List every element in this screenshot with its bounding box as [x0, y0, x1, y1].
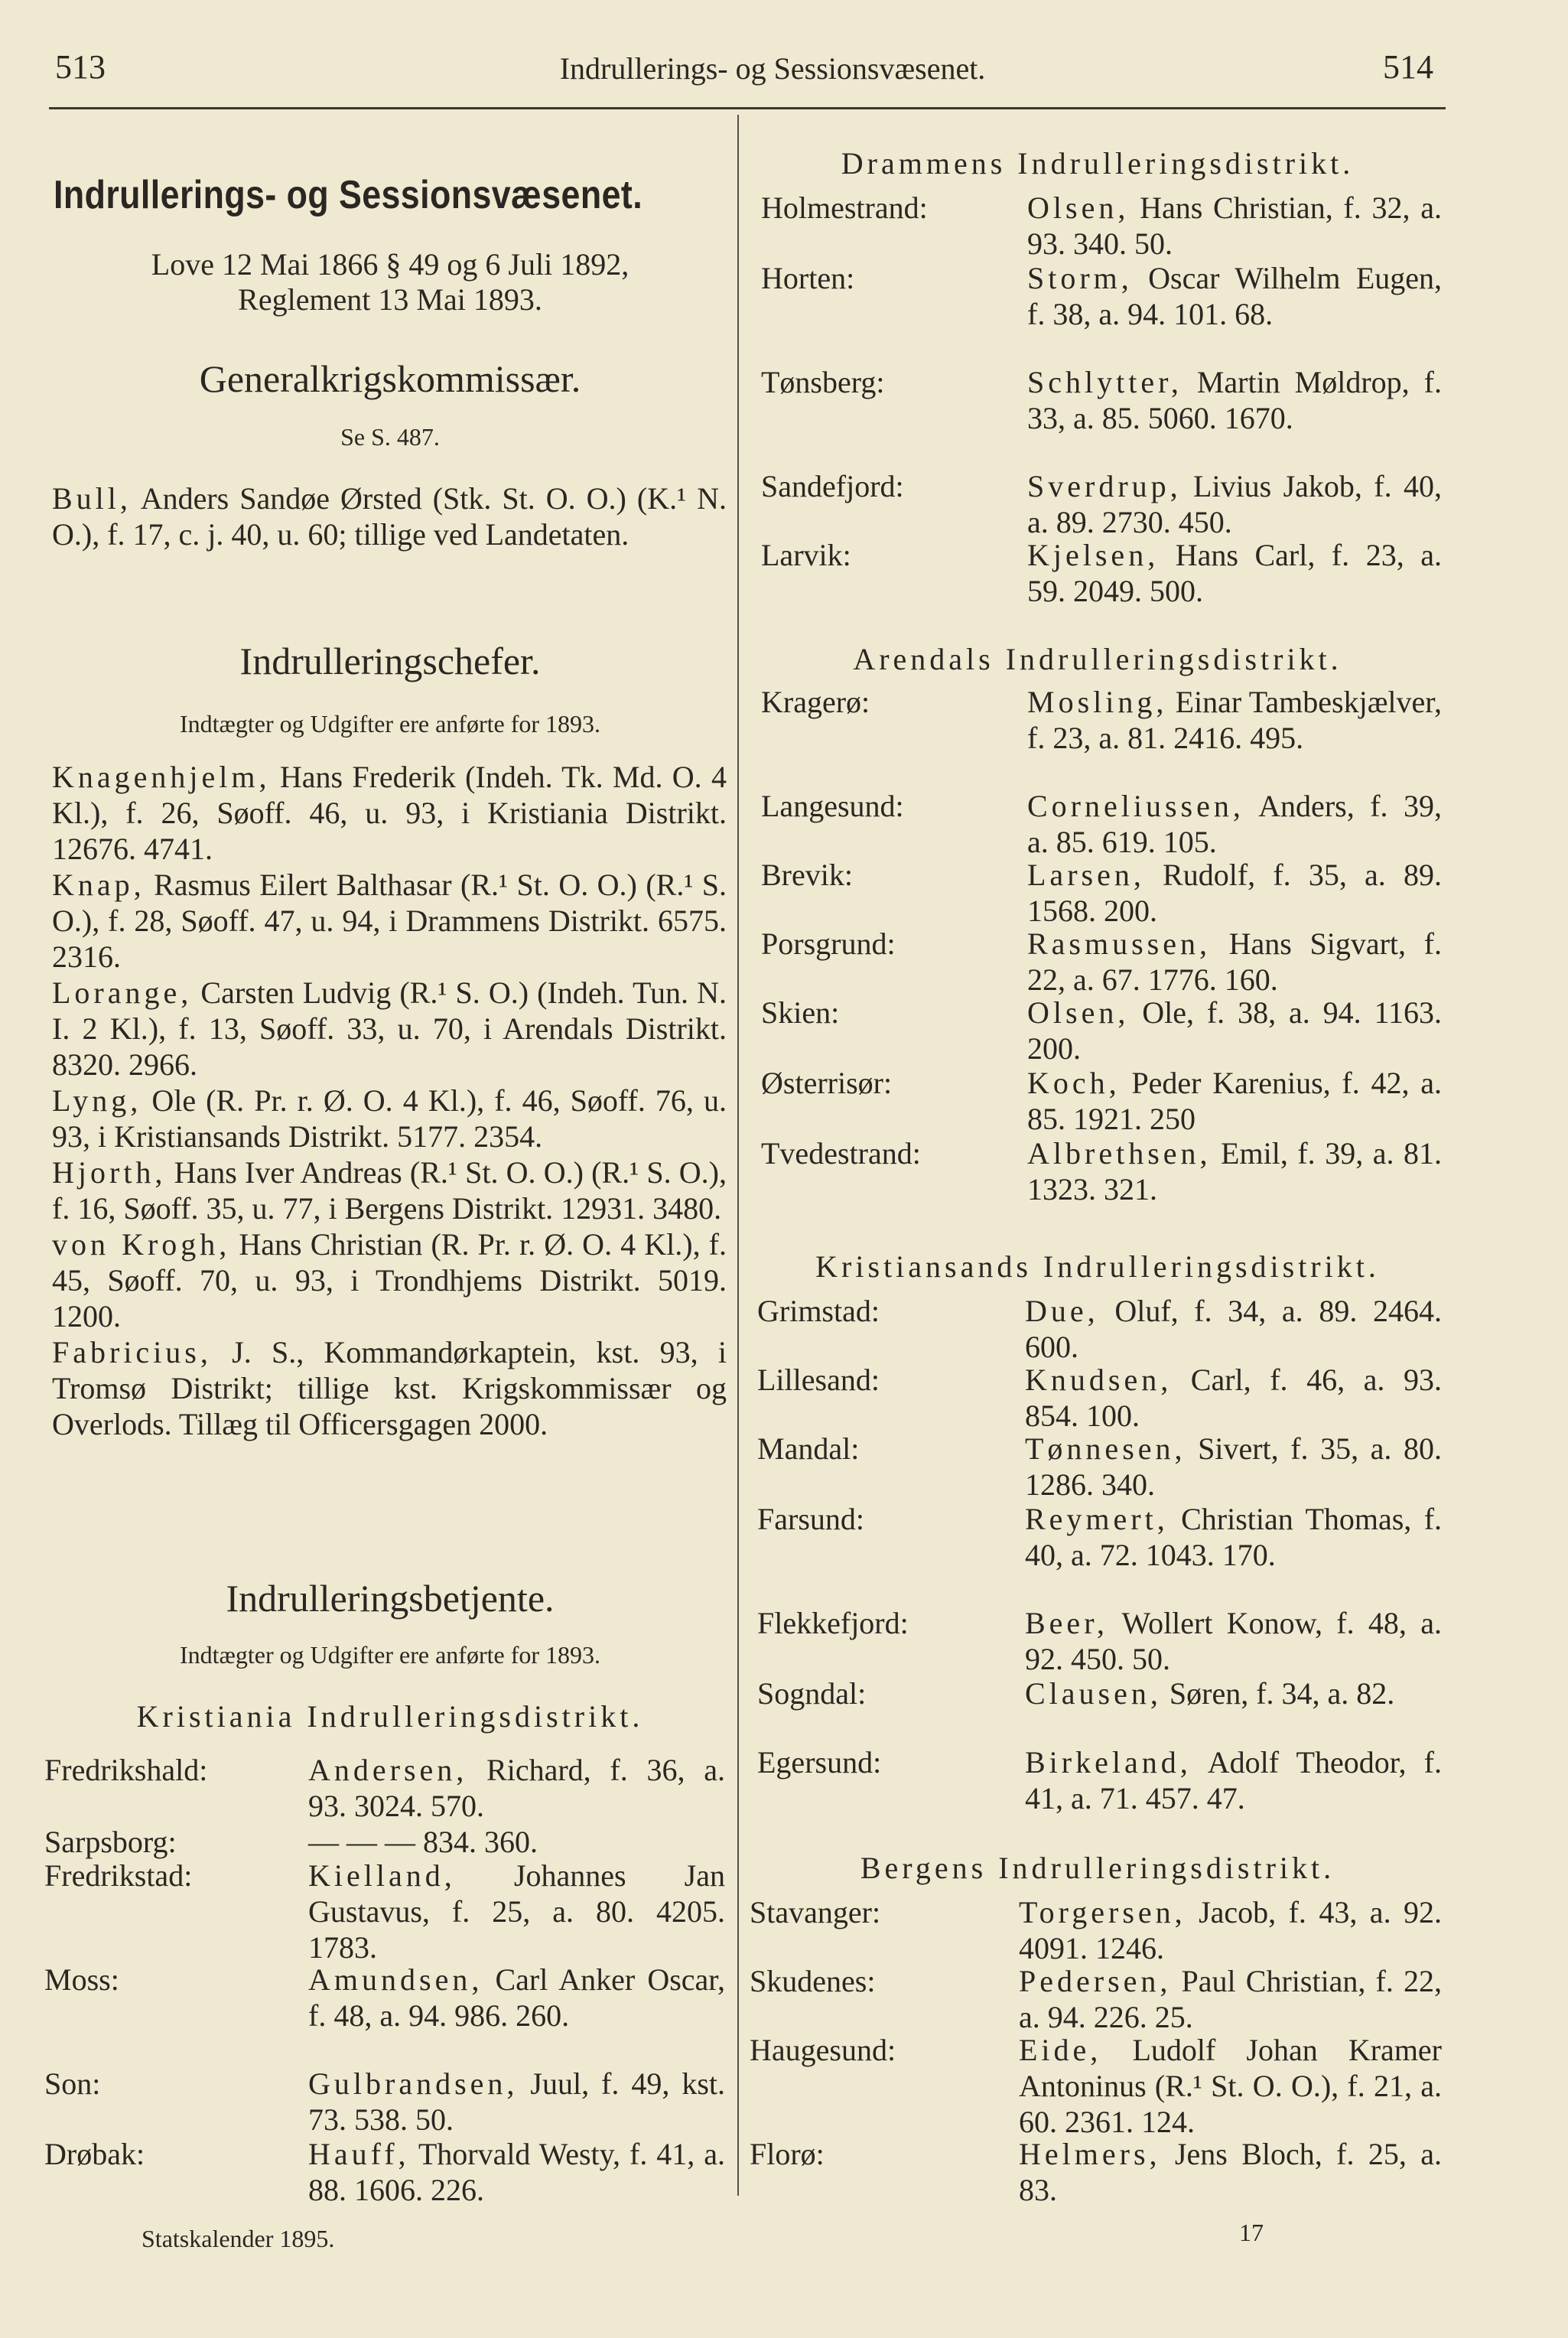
- place-name: Grimstad:: [757, 1294, 880, 1328]
- page-number-left: 513: [55, 48, 106, 86]
- entry-name: Knap,: [52, 868, 145, 902]
- place-name: Mandal:: [757, 1431, 860, 1466]
- entry-text: Hans Frederik (Indeh. Tk. Md. O. 4 Kl.), f. 26, Søoff. 46, u. 93, i Kristiania Distrikt. 12676. 4741.: [52, 760, 727, 866]
- place-name: Tvedestrand:: [761, 1136, 921, 1171]
- entry-text: Beer, Wollert Konow, f. 48, a. 92. 450. 50.: [1025, 1606, 1443, 1676]
- entry-text: Tønnesen, Sivert, f. 35, a. 80. 1286. 340.: [1025, 1431, 1443, 1502]
- place-name: Fredrikshald:: [44, 1753, 208, 1787]
- entry-text: Kielland, Johannes Jan Gustavus, f. 25, a. 80. 4205. 1783.: [308, 1858, 725, 1965]
- page-number-right: 514: [1383, 48, 1433, 86]
- entry-text: — — — 834. 360.: [308, 1825, 538, 1859]
- entry-text: Amundsen, Carl Anker Oscar, f. 48, a. 94. 986. 260.: [308, 1962, 725, 2033]
- entry-text: Gulbrandsen, Juul, f. 49, kst. 73. 538. 50.: [308, 2066, 725, 2137]
- entry-text: Torgersen, Jacob, f. 43, a. 92. 4091. 1246.: [1019, 1895, 1443, 1965]
- district-heading-drammens: Drammens Indrulleringsdistrikt.: [841, 146, 1355, 181]
- place-name: Haugesund:: [750, 2033, 896, 2067]
- entry-text: Corneliussen, Anders, f. 39, a. 85. 619. 105.: [1027, 789, 1442, 859]
- entry-text: Birkeland, Adolf Theodor, f. 41, a. 71. 457. 47.: [1025, 1745, 1443, 1815]
- place-name: Sogndal:: [757, 1676, 867, 1711]
- entry-text: Schlytter, Martin Møldrop, f. 33, a. 85. 5060. 1670.: [1027, 365, 1442, 435]
- entry-text: Carsten Ludvig (R.¹ S. O.) (Indeh. Tun. N. I. 2 Kl.), f. 13, Søoff. 33, u. 70, i Arendals Distrikt. 8320. 2966.: [52, 975, 727, 1082]
- place-name: Langesund:: [761, 789, 904, 823]
- main-title: Indrullerings- og Sessionsvæsenet.: [54, 173, 643, 217]
- entry-text: Rasmus Eilert Balthasar (R.¹ St. O. O.) (R.¹ S. O.), f. 28, Søoff. 47, u. 94, i Drammens Distrikt. 6575. 2316.: [52, 868, 727, 974]
- entry-name: Knagenhjelm,: [52, 760, 271, 794]
- place-name: Skien:: [761, 995, 840, 1030]
- entry-text: Anders Sandøe Ørsted (Stk. St. O. O.) (K.¹ N. O.), f. 17, c. j. 40, u. 60; tillige ved Landetaten.: [52, 481, 727, 552]
- place-name: Drøbak:: [44, 2137, 145, 2171]
- entry-name: Lyng,: [52, 1083, 142, 1118]
- chef-list: [52, 759, 727, 1442]
- entry-name: von Krogh,: [52, 1227, 231, 1262]
- place-name: Østerrisør:: [761, 1066, 893, 1100]
- law-line-1: Love 12 Mai 1866 § 49 og 6 Juli 1892,: [151, 247, 629, 282]
- entry-text: Hauff, Thorvald Westy, f. 41, a. 88. 1606. 226.: [308, 2137, 726, 2207]
- section-title-indrulleringsbetjente: Indrulleringsbetjente.: [226, 1577, 555, 1620]
- entry-text: Albrethsen, Emil, f. 39, a. 81. 1323. 321.: [1027, 1136, 1442, 1206]
- section-title-generalkrigskommissaer: Generalkrigskommissær.: [199, 357, 581, 400]
- place-name: Brevik:: [761, 858, 853, 892]
- place-name: Porsgrund:: [761, 926, 896, 961]
- place-name: Flekkefjord:: [757, 1606, 909, 1640]
- entry-text: Mosling, Einar Tambeskjælver, f. 23, a. 81. 2416. 495.: [1027, 685, 1442, 755]
- entry-text: Clausen, Søren, f. 34, a. 82.: [1025, 1676, 1395, 1711]
- entry-bull: [52, 480, 727, 552]
- entry-text: Rasmussen, Hans Sigvart, f. 22, a. 67. 1776. 160.: [1027, 926, 1442, 997]
- entry-text: Knudsen, Carl, f. 46, a. 93. 854. 100.: [1025, 1363, 1443, 1433]
- place-name: Sandefjord:: [761, 469, 904, 503]
- entry-name: Fabricius,: [52, 1335, 212, 1369]
- entry-text: Hans Iver Andreas (R.¹ St. O. O.) (R.¹ S. O.), f. 16, Søoff. 35, u. 77, i Bergens Distrikt. 12931. 3480.: [52, 1155, 727, 1226]
- list-item: [52, 867, 727, 975]
- entry-text: Hans Christian (R. Pr. r. Ø. O. 4 Kl.), f. 45, Søoff. 70, u. 93, i Trondhjems Distrikt. 5019. 1200.: [52, 1227, 727, 1333]
- footer-signature-number: 17: [1239, 2219, 1264, 2246]
- district-heading-arendals: Arendals Indrulleringsdistrikt.: [853, 642, 1342, 676]
- footer-statskalender: Statskalender 1895.: [142, 2225, 335, 2252]
- place-name: Holmestrand:: [761, 190, 928, 225]
- place-name: Florø:: [750, 2137, 825, 2171]
- entry-text: J. S., Kommandørkaptein, kst. 93, i Tromsø Distrikt; tillige kst. Krigskommissær og Overlods. Tillæg til Officersgagen 2000.: [52, 1335, 727, 1441]
- place-name: Fredrikstad:: [44, 1858, 193, 1893]
- see-reference: Se S. 487.: [340, 423, 440, 451]
- entry-text: Helmers, Jens Bloch, f. 25, a. 83.: [1019, 2137, 1443, 2207]
- place-name: Skudenes:: [750, 1964, 876, 1998]
- entry-text: Reymert, Christian Thomas, f. 40, a. 72. 1043. 170.: [1025, 1502, 1443, 1572]
- list-item: [52, 975, 727, 1083]
- place-name: Horten:: [761, 261, 855, 295]
- place-name: Stavanger:: [750, 1895, 881, 1929]
- section-title-indrulleringschefer: Indrulleringschefer.: [239, 640, 541, 682]
- entry-text: Olsen, Hans Christian, f. 32, a. 93. 340. 50.: [1027, 190, 1442, 261]
- section-note: Indtægter og Udgifter ere anførte for 1893.: [179, 710, 601, 738]
- entry-name: Hjorth,: [52, 1155, 167, 1190]
- entry-text: Storm, Oscar Wilhelm Eugen, f. 38, a. 94. 101. 68.: [1027, 261, 1443, 331]
- entry-text: Ole (R. Pr. r. Ø. O. 4 Kl.), f. 46, Søoff. 76, u. 93, i Kristiansands Distrikt. 5177. 2354.: [52, 1083, 727, 1154]
- entry-text: Sverdrup, Livius Jakob, f. 40, a. 89. 2730. 450.: [1027, 469, 1442, 539]
- entry-text: Koch, Peder Karenius, f. 42, a. 85. 1921. 250: [1027, 1066, 1442, 1136]
- entry-text: Eide, Ludolf Johan Kramer Antoninus (R.¹ St. O. O.), f. 21, a. 60. 2361. 124.: [1019, 2033, 1443, 2139]
- district-heading-kristiania: Kristiania Indrulleringsdistrikt.: [136, 1699, 644, 1734]
- list-item: [52, 1334, 727, 1442]
- entry-name: Bull,: [52, 481, 132, 516]
- entry-text: Pedersen, Paul Christian, f. 22, a. 94. 226. 25.: [1019, 1964, 1442, 2034]
- entry-text: Kjelsen, Hans Carl, f. 23, a. 59. 2049. 500.: [1027, 538, 1442, 608]
- place-name: Lillesand:: [757, 1363, 880, 1397]
- district-heading-kristiansands: Kristiansands Indrulleringsdistrikt.: [815, 1249, 1380, 1284]
- running-title: Indrullerings- og Sessionsvæsenet.: [559, 51, 986, 86]
- law-line-2: Reglement 13 Mai 1893.: [238, 282, 542, 317]
- place-name: Larvik:: [761, 538, 851, 572]
- section-note: Indtægter og Udgifter ere anførte for 1893.: [179, 1641, 601, 1669]
- header-rule: [49, 107, 1446, 109]
- place-name: Kragerø:: [761, 685, 870, 719]
- place-name: Moss:: [44, 1962, 119, 1997]
- list-item: [52, 1226, 727, 1334]
- place-name: Son:: [44, 2066, 101, 2101]
- list-item: [52, 759, 727, 867]
- list-item: [52, 1154, 727, 1226]
- place-name: Sarpsborg:: [44, 1825, 177, 1859]
- district-heading-bergens: Bergens Indrulleringsdistrikt.: [860, 1851, 1335, 1885]
- list-item: [52, 1083, 727, 1154]
- column-divider: [737, 115, 739, 2196]
- entry-text: Due, Oluf, f. 34, a. 89. 2464. 600.: [1025, 1294, 1443, 1364]
- entry-text: Olsen, Ole, f. 38, a. 94. 1163. 200.: [1027, 995, 1443, 1066]
- entry-name: Lorange,: [52, 975, 193, 1010]
- place-name: Tønsberg:: [761, 365, 885, 399]
- place-name: Egersund:: [757, 1745, 882, 1780]
- entry-text: Larsen, Rudolf, f. 35, a. 89. 1568. 200.: [1027, 858, 1443, 928]
- place-name: Farsund:: [757, 1502, 864, 1536]
- entry-text: Andersen, Richard, f. 36, a. 93. 3024. 570.: [308, 1753, 726, 1823]
